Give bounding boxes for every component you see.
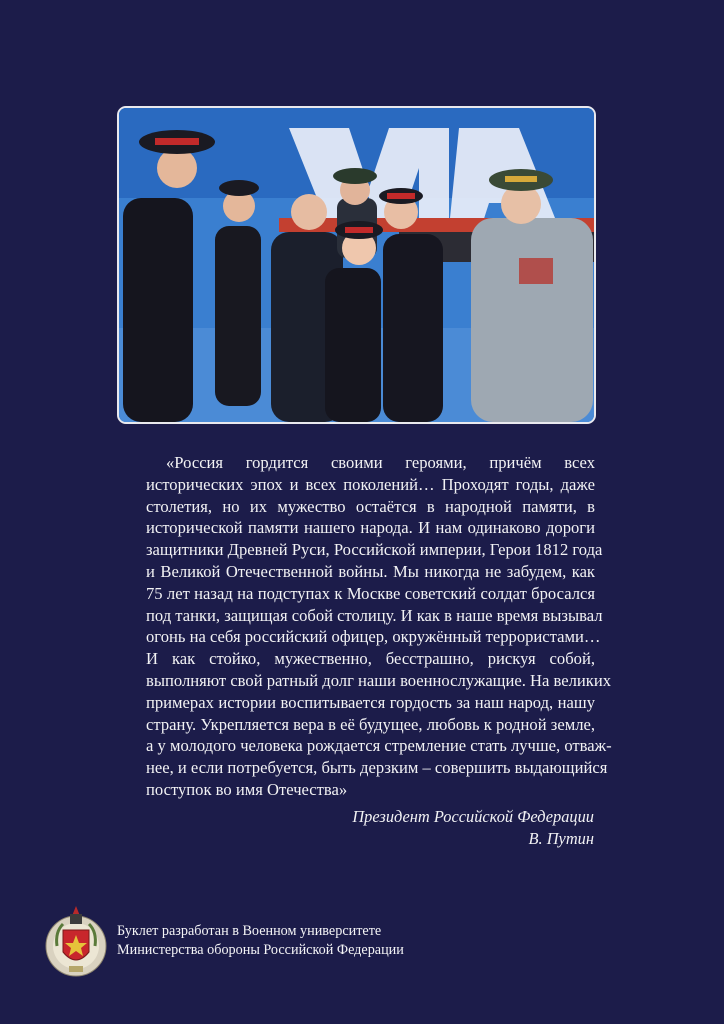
- president-quote: [146, 452, 612, 801]
- quote-line: нее, и если потребуется, быть дерзким – совершить выдающийся: [146, 758, 608, 778]
- quote-line: защитники Древней Руси, Российской империи, Герои 1812 года: [146, 540, 603, 560]
- quote-line: выполняют свой ратный долг наши военнослужащие. На великих: [146, 670, 612, 690]
- quote-line: 75 лет назад на подступах к Москве советский солдат бросался: [146, 583, 595, 603]
- quote-line: а у молодого человека рождается стремление стать лучше, отваж-: [146, 736, 612, 756]
- quote-line: столетия, но их мужество остаётся в народной памяти, в: [146, 496, 595, 516]
- quote-line: и Великой Отечественной войны. Мы никогда не забудем, как: [146, 561, 595, 581]
- footer-text: [117, 922, 404, 960]
- footer-line-1: Буклет разработан в Военном университете: [117, 923, 382, 939]
- group-photo: [117, 106, 596, 424]
- group-photo-illustration: [119, 108, 594, 422]
- footer-line-2: Министерства обороны Российской Федерации: [117, 942, 404, 958]
- military-university-emblem-icon: [43, 902, 109, 980]
- quote-line: страну. Укрепляется вера в её будущее, любовь к родной земле,: [146, 714, 595, 734]
- quote-line: исторической памяти нашего народа. И нам одинаково дороги: [146, 518, 595, 538]
- quote-line: И как стойко, мужественно, бесстрашно, рискуя собой,: [146, 649, 595, 669]
- signature: [352, 806, 594, 849]
- quote-line: примерах истории воспитывается гордость за наш народ, нашу: [146, 692, 595, 712]
- signature-title: Президент Российской Федерации: [352, 807, 594, 826]
- quote-line: поступок во имя Отечества»: [146, 779, 348, 799]
- quote-line: под танки, защищая собой столицу. И как в наше время вызывал: [146, 605, 603, 625]
- signature-name: В. Путин: [528, 828, 594, 848]
- quote-line: «Россия гордится своими героями, причём всех: [166, 453, 595, 472]
- quote-line: огонь на себя российский офицер, окружённый террористами…: [146, 627, 601, 647]
- quote-line: исторических эпох и всех поколений… Проходят годы, даже: [146, 474, 595, 494]
- footer: [43, 902, 404, 980]
